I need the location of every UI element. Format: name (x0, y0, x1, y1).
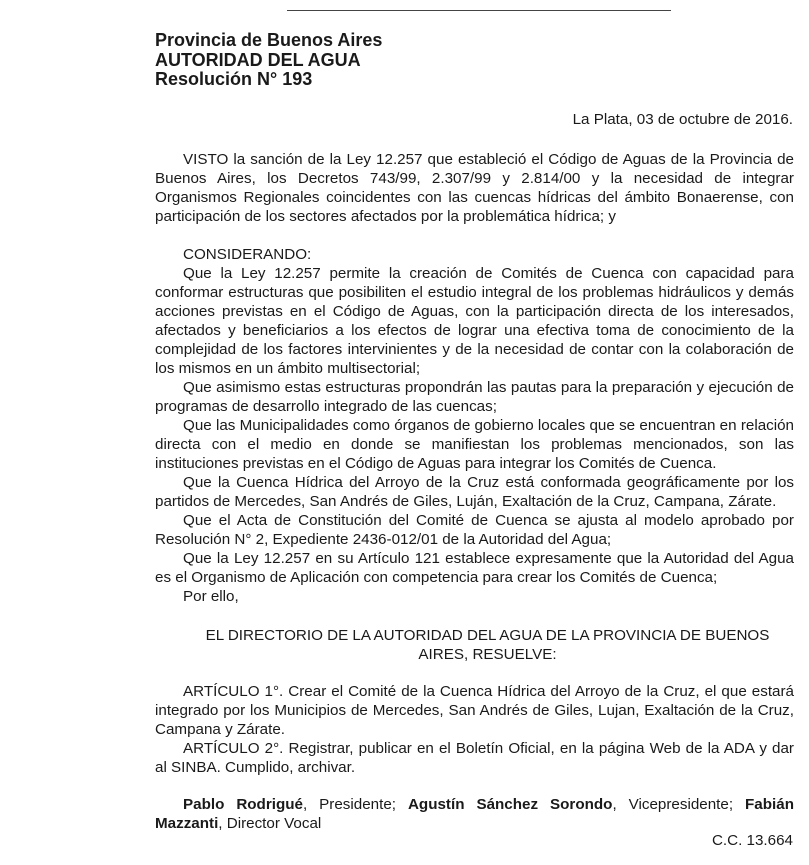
date-line: La Plata, 03 de octubre de 2016. (572, 111, 793, 128)
considerando-por-ello: Por ello, (183, 588, 239, 605)
top-rule (287, 10, 671, 11)
header-authority: AUTORIDAD DEL AGUA (155, 49, 361, 70)
considerando-title: CONSIDERANDO: (183, 246, 312, 263)
considerando-6: Que la Ley 12.257 en su Artículo 121 establece expresamente que la Autoridad del Agua es el Organismo de Aplicación con competencia para crear los Comités de Cuenca; (155, 550, 794, 586)
signatory-role-1: , Presidente; (302, 796, 408, 813)
signatory-name-1: Pablo Rodrigué (183, 796, 303, 813)
considerando-4: Que la Cuenca Hídrica del Arroyo de la Cruz está conformada geográficamente por los partidos de Mercedes, San Andrés de Giles, Luján, Exaltación de la Cruz, Campana, Zárate. (155, 474, 794, 510)
considerando-1: Que la Ley 12.257 permite la creación de Comités de Cuenca con capacidad para conformar estructuras que posibiliten el estudio integral de los problemas hidráulicos y demás acciones previstas en el Código de Aguas, con la participación directa de los interesados, afectados y beneficiarios a los efectos de lograr una efectiva toma de conocimiento de la complejidad de los factores intervinientes y de la necesidad de contar con la colaboración de los mismos en un ámbito multisectorial; (155, 265, 794, 377)
considerando-5: Que el Acta de Constitución del Comité de Cuenca se ajusta al modelo aprobado por Resolución N° 2, Expediente 2436-012/01 de la Autoridad del Agua; (155, 512, 794, 548)
considerando-3: Que las Municipalidades como órganos de gobierno locales que se encuentran en relación directa con el medio en donde se manifiestan los problemas mencionados, son las instituciones previstas en el Código de Aguas para integrar los Comités de Cuenca. (155, 417, 794, 472)
cc-number: C.C. 13.664 (711, 832, 793, 849)
articulo-1: ARTÍCULO 1°. Crear el Comité de la Cuenca Hídrica del Arroyo de la Cruz, el que estará integrado por los Municipios de Mercedes, San Andrés de Giles, Lujan, Exaltación de la Cruz, Campana y Zárate. (155, 683, 794, 738)
articulo-2: ARTÍCULO 2°. Registrar, publicar en el Boletín Oficial, en la página Web de la ADA y dar al SINBA. Cumplido, archivar. (155, 740, 794, 776)
signatory-name-2: Agustín Sánchez Sorondo (407, 796, 613, 813)
header-province: Provincia de Buenos Aires (155, 30, 383, 50)
considerando-2: Que asimismo estas estructuras propondrán las pautas para la preparación y ejecución de programas de desarrollo integrado de las cuencas; (155, 379, 794, 415)
directorio-heading: EL DIRECTORIO DE LA AUTORIDAD DEL AGUA DE LA PROVINCIA DE BUENOS AIRES, RESUELVE: (205, 627, 770, 663)
signatory-name-3: Fabián Mazzanti (155, 796, 794, 832)
header-resolution: Resolución N° 193 (155, 69, 313, 89)
signatories (155, 795, 794, 833)
visto-paragraph: VISTO la sanción de la Ley 12.257 que estableció el Código de Aguas de la Provincia de Buenos Aires, los Decretos 743/99, 2.307/99 y 2.814/00 y la necesidad de integrar Organismos Regionales coincidentes con las cuencas hídricas del ámbito Bonaerense, con participación de los sectores afectados por la problemática hídrica; y (155, 151, 794, 225)
signatory-role-3: , Director Vocal (218, 815, 322, 832)
document-header (155, 31, 382, 90)
signatory-role-2: , Vicepresidente; (612, 796, 746, 813)
